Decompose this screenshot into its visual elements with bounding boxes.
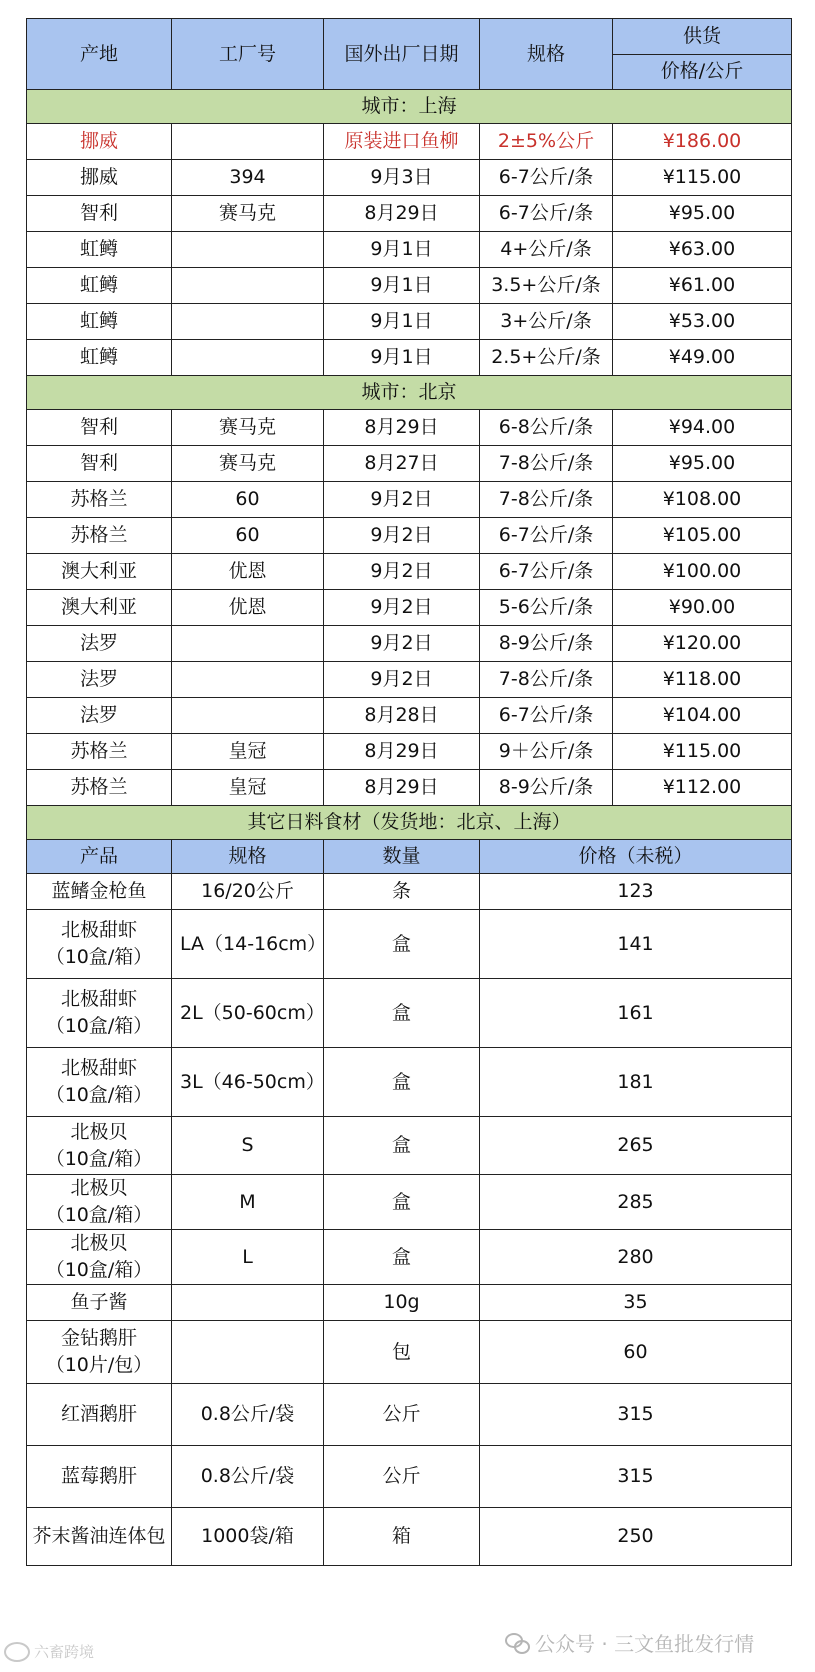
table-row [27,554,792,590]
table-row [27,268,792,304]
table-row [27,734,792,770]
watermark-left [4,1641,94,1662]
cell-price: 315 [480,1446,792,1508]
cell-price: 280 [480,1230,792,1285]
cell-qty: 公斤 [324,1446,480,1508]
cell-factory [172,626,324,662]
cell-product: 北极甜虾 （10盒/箱） [27,1048,172,1117]
table-row [27,196,792,232]
cell-origin: 苏格兰 [27,482,172,518]
cell-factory [172,304,324,340]
cell-factory [172,124,324,160]
table-row [27,1048,792,1117]
cell-qty: 盒 [324,1175,480,1230]
table-row [27,1285,792,1321]
table-row [27,979,792,1048]
cell-qty: 盒 [324,979,480,1048]
cell-date: 8月29日 [324,196,480,232]
header-date: 国外出厂日期 [324,19,480,90]
cell-price: 141 [480,910,792,979]
others-header-spec: 规格 [172,840,324,874]
others-title: 其它日料食材（发货地：北京、上海） [27,806,792,840]
cell-qty: 盒 [324,910,480,979]
cell-spec: 6-7公斤/条 [480,518,613,554]
watermark-text: 六畜跨境 [34,1643,95,1661]
cell-date: 9月2日 [324,626,480,662]
cell-price: ¥112.00 [613,770,792,806]
cell-spec: 8-9公斤/条 [480,770,613,806]
cell-price: ¥49.00 [613,340,792,376]
cell-price: 315 [480,1384,792,1446]
watermark-logo-icon [4,1642,30,1662]
cell-date: 8月29日 [324,734,480,770]
cell-origin: 挪威 [27,124,172,160]
cell-price: 265 [480,1117,792,1175]
cell-spec: 3L（46-50cm） [172,1048,324,1117]
cell-spec: 3+公斤/条 [480,304,613,340]
cell-price: ¥104.00 [613,698,792,734]
cell-origin: 法罗 [27,698,172,734]
table-row [27,1175,792,1230]
cell-price: ¥105.00 [613,518,792,554]
cell-qty: 盒 [324,1117,480,1175]
cell-factory: 优恩 [172,590,324,626]
cell-factory: 皇冠 [172,770,324,806]
city-shanghai-title: 城市：上海 [27,90,792,124]
cell-spec: 6-7公斤/条 [480,554,613,590]
cell-price: ¥120.00 [613,626,792,662]
cell-factory [172,340,324,376]
cell-date: 9月2日 [324,590,480,626]
cell-spec: 4+公斤/条 [480,232,613,268]
cell-qty: 公斤 [324,1384,480,1446]
cell-spec: 2L（50-60cm） [172,979,324,1048]
cell-date: 8月29日 [324,410,480,446]
price-sheet [26,18,791,1566]
cell-product: 芥末酱油连体包 [27,1508,172,1566]
cell-spec: 0.8公斤/袋 [172,1384,324,1446]
table-row [27,232,792,268]
cell-spec: LA（14-16cm） [172,910,324,979]
cell-product: 北极贝 （10盒/箱） [27,1117,172,1175]
cell-origin: 苏格兰 [27,770,172,806]
cell-date: 9月2日 [324,518,480,554]
table-row [27,482,792,518]
cell-price: ¥108.00 [613,482,792,518]
cell-date: 8月28日 [324,698,480,734]
cell-spec: 2±5%公斤 [480,124,613,160]
cell-factory: 60 [172,518,324,554]
cell-price: 285 [480,1175,792,1230]
cell-spec: 6-7公斤/条 [480,160,613,196]
cell-date: 9月3日 [324,160,480,196]
cell-factory: 60 [172,482,324,518]
cell-origin: 虹鳟 [27,340,172,376]
cell-spec: 6-8公斤/条 [480,410,613,446]
table-row-highlight [27,124,792,160]
cell-origin: 法罗 [27,662,172,698]
table-row [27,1508,792,1566]
cell-qty: 盒 [324,1230,480,1285]
cell-date: 9月2日 [324,482,480,518]
table-row [27,410,792,446]
cell-spec: 2.5+公斤/条 [480,340,613,376]
cell-product: 北极甜虾 （10盒/箱） [27,910,172,979]
cell-product: 蓝鳍金枪鱼 [27,874,172,910]
cell-product: 鱼子酱 [27,1285,172,1321]
cell-origin: 虹鳟 [27,268,172,304]
cell-origin: 苏格兰 [27,734,172,770]
cell-factory [172,698,324,734]
table-row [27,1230,792,1285]
cell-spec: 6-7公斤/条 [480,196,613,232]
header-supply: 供货 [613,19,792,55]
cell-factory: 赛马克 [172,446,324,482]
cell-spec: 8-9公斤/条 [480,626,613,662]
cell-price: 250 [480,1508,792,1566]
others-header-qty: 数量 [324,840,480,874]
cell-spec: 3.5+公斤/条 [480,268,613,304]
cell-factory: 皇冠 [172,734,324,770]
cell-price: ¥95.00 [613,446,792,482]
others-header-price: 价格（未税） [480,840,792,874]
cell-price: ¥63.00 [613,232,792,268]
table-row [27,910,792,979]
cell-price: ¥118.00 [613,662,792,698]
cell-origin: 澳大利亚 [27,554,172,590]
cell-price: 35 [480,1285,792,1321]
table-row [27,518,792,554]
cell-origin: 虹鳟 [27,304,172,340]
cell-product: 金钻鹅肝 （10片/包） [27,1321,172,1384]
table-row [27,1446,792,1508]
cell-price: 123 [480,874,792,910]
cell-spec: 0.8公斤/袋 [172,1446,324,1508]
cell-spec: 7-8公斤/条 [480,662,613,698]
cell-product: 蓝莓鹅肝 [27,1446,172,1508]
cell-product: 红酒鹅肝 [27,1384,172,1446]
cell-factory: 优恩 [172,554,324,590]
cell-factory: 赛马克 [172,410,324,446]
cell-spec: 7-8公斤/条 [480,446,613,482]
cell-date: 8月27日 [324,446,480,482]
table-row [27,304,792,340]
cell-spec: 1000袋/箱 [172,1508,324,1566]
table-row [27,626,792,662]
publisher-text: 公众号 · 三文鱼批发行情 [535,1632,755,1656]
cell-origin: 智利 [27,196,172,232]
cell-factory [172,662,324,698]
table-row [27,340,792,376]
table-row [27,160,792,196]
cell-product: 北极贝 （10盒/箱） [27,1175,172,1230]
cell-qty: 盒 [324,1048,480,1117]
table-row [27,662,792,698]
city-beijing-title: 城市：北京 [27,376,792,410]
cell-product: 北极甜虾 （10盒/箱） [27,979,172,1048]
table-row [27,1384,792,1446]
cell-price: 161 [480,979,792,1048]
cell-spec [172,1285,324,1321]
header-spec: 规格 [480,19,613,90]
cell-price: ¥90.00 [613,590,792,626]
cell-price: ¥186.00 [613,124,792,160]
header-factory: 工厂号 [172,19,324,90]
wechat-icon [505,1633,529,1653]
cell-origin: 智利 [27,446,172,482]
header-origin: 产地 [27,19,172,90]
cell-spec: S [172,1117,324,1175]
cell-spec: L [172,1230,324,1285]
cell-spec: M [172,1175,324,1230]
cell-spec: 7-8公斤/条 [480,482,613,518]
cell-origin: 虹鳟 [27,232,172,268]
cell-spec: 16/20公斤 [172,874,324,910]
table-row [27,874,792,910]
cell-date: 9月1日 [324,340,480,376]
table-row [27,770,792,806]
table-row [27,446,792,482]
table-row [27,1321,792,1384]
publisher-watermark [505,1628,754,1657]
cell-price: 181 [480,1048,792,1117]
cell-spec: 9＋公斤/条 [480,734,613,770]
cell-price: ¥95.00 [613,196,792,232]
cell-qty: 10g [324,1285,480,1321]
cell-qty: 条 [324,874,480,910]
cell-origin: 澳大利亚 [27,590,172,626]
header-price-unit: 价格/公斤 [613,54,792,90]
cell-factory [172,232,324,268]
price-table [26,18,792,1566]
cell-factory: 394 [172,160,324,196]
others-header-product: 产品 [27,840,172,874]
table-row [27,590,792,626]
cell-factory: 赛马克 [172,196,324,232]
cell-origin: 法罗 [27,626,172,662]
cell-date: 9月2日 [324,554,480,590]
cell-spec: 6-7公斤/条 [480,698,613,734]
cell-product: 北极贝 （10盒/箱） [27,1230,172,1285]
cell-date: 8月29日 [324,770,480,806]
cell-origin: 苏格兰 [27,518,172,554]
cell-origin: 智利 [27,410,172,446]
cell-qty: 包 [324,1321,480,1384]
cell-price: ¥61.00 [613,268,792,304]
cell-date: 9月1日 [324,232,480,268]
table-row [27,1117,792,1175]
cell-price: ¥115.00 [613,734,792,770]
cell-factory [172,268,324,304]
cell-price: ¥100.00 [613,554,792,590]
cell-spec: 5-6公斤/条 [480,590,613,626]
cell-date: 9月1日 [324,268,480,304]
cell-qty: 箱 [324,1508,480,1566]
cell-price: ¥115.00 [613,160,792,196]
cell-date: 原装进口鱼柳 [324,124,480,160]
table-row [27,698,792,734]
cell-date: 9月1日 [324,304,480,340]
cell-price: ¥53.00 [613,304,792,340]
cell-price: ¥94.00 [613,410,792,446]
cell-origin: 挪威 [27,160,172,196]
cell-spec [172,1321,324,1384]
cell-date: 9月2日 [324,662,480,698]
cell-price: 60 [480,1321,792,1384]
